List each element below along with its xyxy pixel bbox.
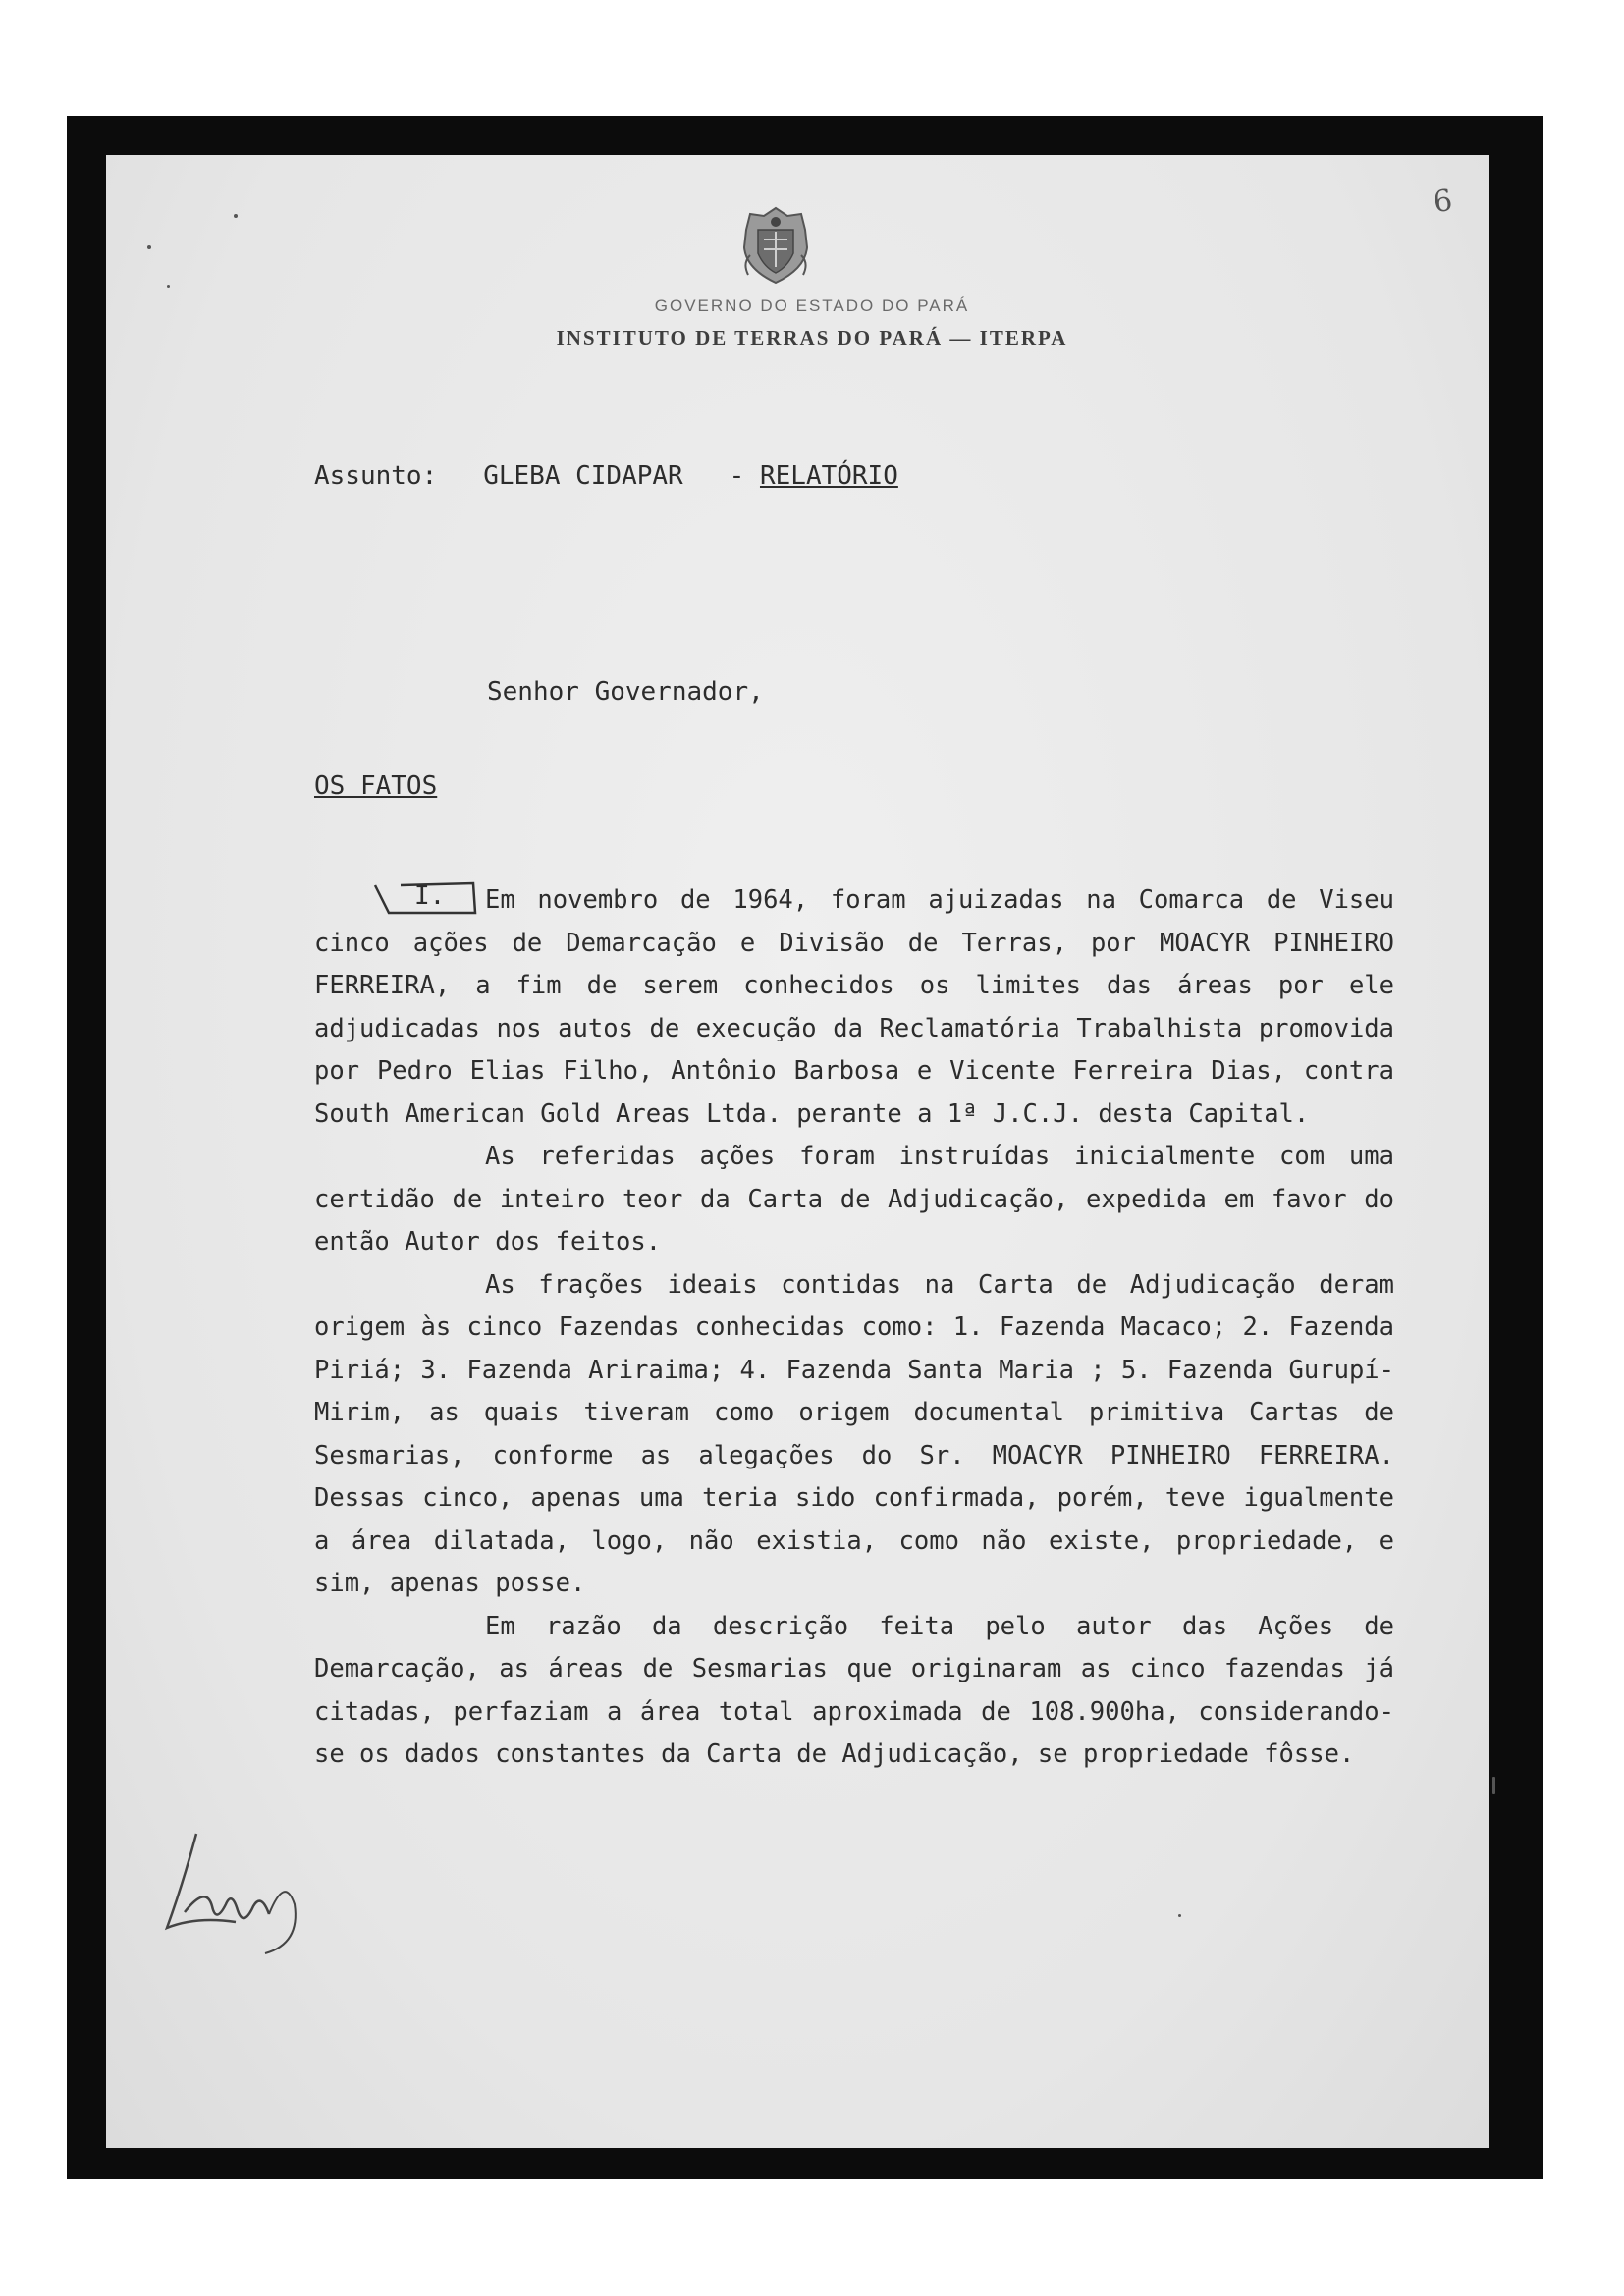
salutation: Senhor Governador,	[487, 677, 764, 707]
subject-label: Assunto:	[314, 461, 438, 491]
scan-speck	[234, 214, 238, 218]
subject-line	[314, 461, 898, 491]
subject-value: GLEBA CIDAPAR	[483, 461, 683, 491]
header-institute: INSTITUTO DE TERRAS DO PARÁ — ITERPA	[556, 326, 1068, 349]
state-coat-of-arms-icon	[736, 204, 815, 287]
page-number: 6	[1431, 183, 1455, 221]
paragraph-number: I.	[414, 881, 446, 911]
scan-speck	[147, 245, 151, 249]
paragraph: Em razão da descrição feita pelo autor das Ações de Demarcação, as áreas de Sesmarias que originaram as cinco fazendas já citadas, perfaziam a área total aproximada de 108.900ha, considerando-se os dados constantes da Carta de Adjudicação, se propriedade fôsse.	[314, 1611, 1394, 1769]
paragraph-number-box	[371, 880, 481, 919]
subject-separator: -	[714, 461, 760, 491]
paragraph: As referidas ações foram instruídas inicialmente com uma certidão de inteiro teor da Carta de Adjudicação, expedida em favor do então Autor dos feitos.	[314, 1142, 1394, 1256]
handwritten-initials-icon	[128, 1826, 324, 1963]
scan-speck	[1492, 1777, 1495, 1794]
paragraph: As frações ideais contidas na Carta de Adjudicação deram origem às cinco Fazendas conhecidas como: 1. Fazenda Macaco; 2. Fazenda Piriá; 3. Fazenda Ariraima; 4. Fazenda Santa Maria ; 5. Fazenda Gurupí-Mirim, as quais tiveram como origem documental primitiva Cartas de Sesmarias, conforme as alegações do Sr. MOACYR PINHEIRO FERREIRA. Dessas cinco, apenas uma teria sido confirmada, porém, teve igualmente a área dilatada, logo, não existia, como não existe, propriedade, e sim, apenas posse.	[314, 1269, 1394, 1598]
section-title: OS FATOS	[314, 772, 438, 801]
paragraph: Em novembro de 1964, foram ajuizadas na Comarca de Viseu cinco ações de Demarcação e Divisão de Terras, por MOACYR PINHEIRO FERREIRA, a fim de serem conhecidos os limites das áreas por ele adjudicadas nos autos de execução da Reclamatória Trabalhista promovida por Pedro Elias Filho, Antônio Barbosa e Vicente Ferreira Dias, contra South American Gold Areas Ltda. perante a 1ª J.C.J. desta Capital.	[314, 885, 1394, 1129]
body-text	[314, 880, 1394, 1777]
scan-speck	[167, 285, 170, 288]
header-government: GOVERNO DO ESTADO DO PARÁ	[654, 296, 970, 315]
subject-type: RELATÓRIO	[759, 461, 898, 491]
scan-speck	[1178, 1914, 1181, 1917]
